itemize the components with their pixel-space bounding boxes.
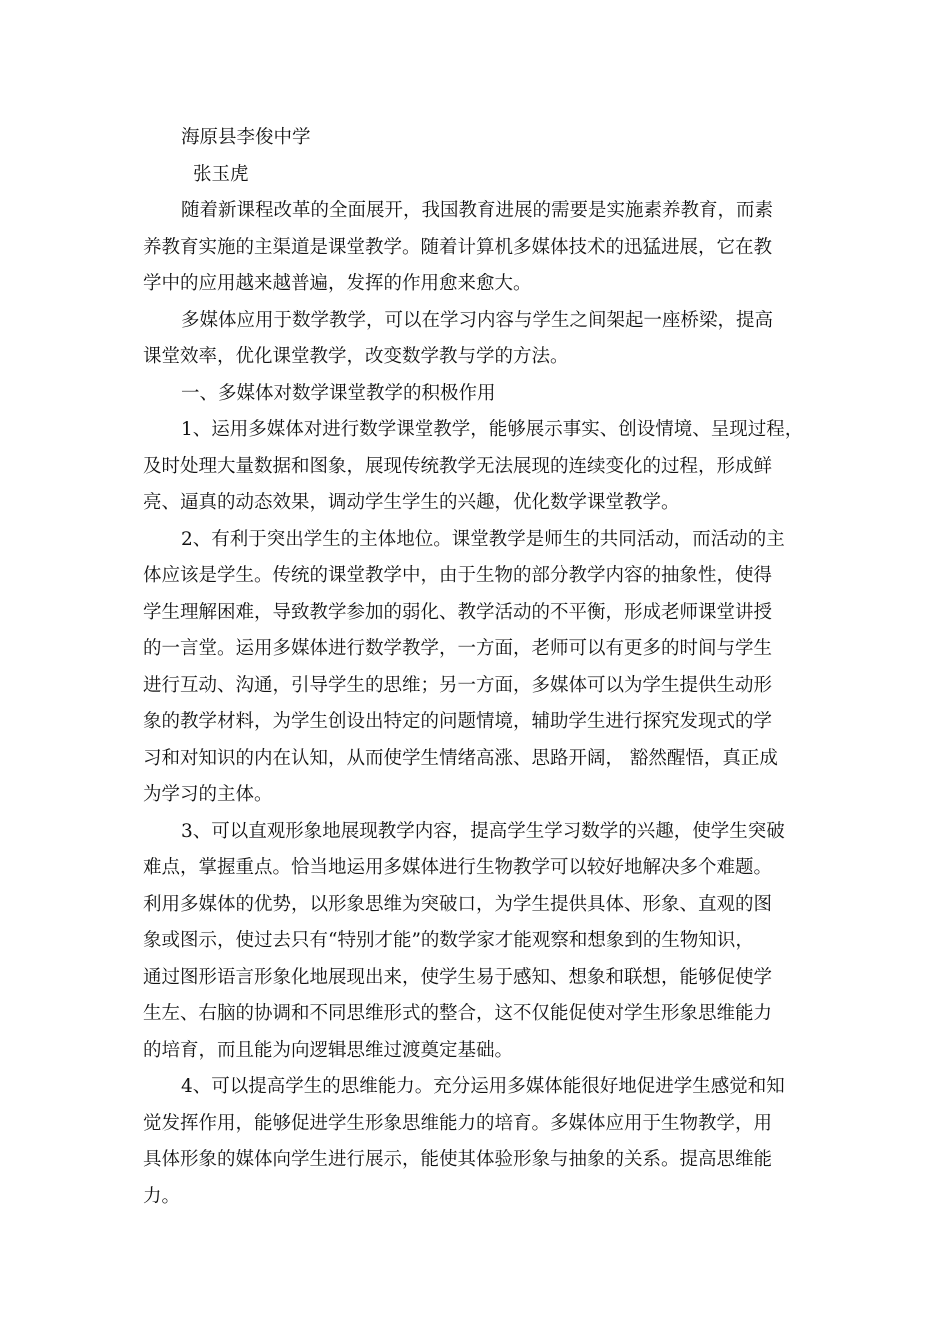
paragraph-line: 课堂效率，优化课堂教学，改变数学教与学的方法。 [143, 346, 569, 367]
section-heading-line: 一、多媒体对数学课堂教学的积极作用 [181, 382, 496, 404]
paragraph-line: 养教育实施的主渠道是课堂教学。随着计算机多媒体技术的迅猛进展，它在教 [143, 236, 773, 258]
paragraph-line: 觉发挥作用，能够促进学生形象思维能力的培育。多媒体应用于生物教学，用 [143, 1112, 773, 1134]
paragraph-line: 随着新课程改革的全面展开，我国教育进展的需要是实施素养教育，而素 [181, 200, 774, 221]
paragraph [143, 522, 823, 814]
paragraph [143, 814, 823, 1070]
paragraph-line: 进行互动、沟通，引导学生的思维；另一方面，多媒体可以为学生提供生动形 [143, 674, 773, 696]
paragraph-line: 的培育，而且能为向逻辑思维过渡奠定基础。 [143, 1039, 514, 1061]
paragraph-line: 学中的应用越来越普遍，发挥的作用愈来愈大。 [143, 273, 532, 294]
paragraph-line: 生左、右脑的协调和不同思维形式的整合，这不仅能促使对学生形象思维能力 [143, 1003, 773, 1024]
paragraph-line: 力。 [143, 1185, 181, 1207]
author-name: 张玉虎 [193, 163, 249, 185]
paragraph-line: 难点，掌握重点。恰当地运用多媒体进行生物教学可以较好地解决多个难题。 [143, 857, 773, 878]
paragraph-line: 习和对知识的内在认知，从而使学生情绪高涨、思路开阔， 豁然醒悟，真正成 [143, 747, 778, 769]
paragraph-line: 象或图示，使过去只有“特别才能”的数学家才能观察和想象到的生物知识， [143, 930, 754, 951]
paragraph-line: 亮、逼真的动态效果，调动学生学生的兴趣，优化数学课堂教学。 [143, 492, 680, 513]
paragraph [143, 412, 823, 522]
paragraph-line: 象的教学材料，为学生创设出特定的问题情境，辅助学生进行探究发现式的学 [143, 711, 773, 732]
paragraph [143, 193, 823, 303]
paragraph-line: 通过图形语言形象化地展现出来，使学生易于感知、想象和联想，能够促使学 [143, 966, 773, 988]
paragraph-line: 利用多媒体的优势，以形象思维为突破口，为学生提供具体、形象、直观的图 [143, 893, 773, 915]
school-name: 海原县李俊中学 [181, 127, 311, 148]
paragraph-line: 多媒体应用于数学教学，可以在学习内容与学生之间架起一座桥梁，提高 [181, 309, 774, 331]
paragraph-line: 4、可以提高学生的思维能力。充分运用多媒体能很好地促进学生感觉和知 [181, 1076, 785, 1097]
paragraph-line: 3、可以直观形象地展现教学内容，提高学生学习数学的兴趣，使学生突破 [181, 820, 785, 842]
section-heading [143, 376, 823, 413]
paragraph-line: 1、运用多媒体对进行数学课堂教学，能够展示事实、创设情境、呈现过程， [181, 419, 804, 440]
paragraph-line: 体应该是学生。传统的课堂教学中，由于生物的部分教学内容的抽象性，使得 [143, 565, 773, 586]
paragraph [143, 1069, 823, 1215]
paragraph-line: 2、有利于突出学生的主体地位。课堂教学是师生的共同活动，而活动的主 [181, 528, 785, 550]
paragraph-line: 具体形象的媒体向学生进行展示，能使其体验形象与抽象的关系。提高思维能 [143, 1149, 773, 1170]
paragraph-line: 的一言堂。运用多媒体进行数学教学，一方面，老师可以有更多的时间与学生 [143, 638, 773, 659]
paragraph-line: 学生理解困难，导致教学参加的弱化、教学活动的不平衡，形成老师课堂讲授 [143, 601, 773, 623]
paragraph-line: 及时处理大量数据和图象，展现传统教学无法展现的连续变化的过程，形成鲜 [143, 455, 773, 477]
paragraph [143, 303, 823, 376]
document-page [143, 120, 823, 1215]
paragraph-line: 为学习的主体。 [143, 784, 273, 805]
